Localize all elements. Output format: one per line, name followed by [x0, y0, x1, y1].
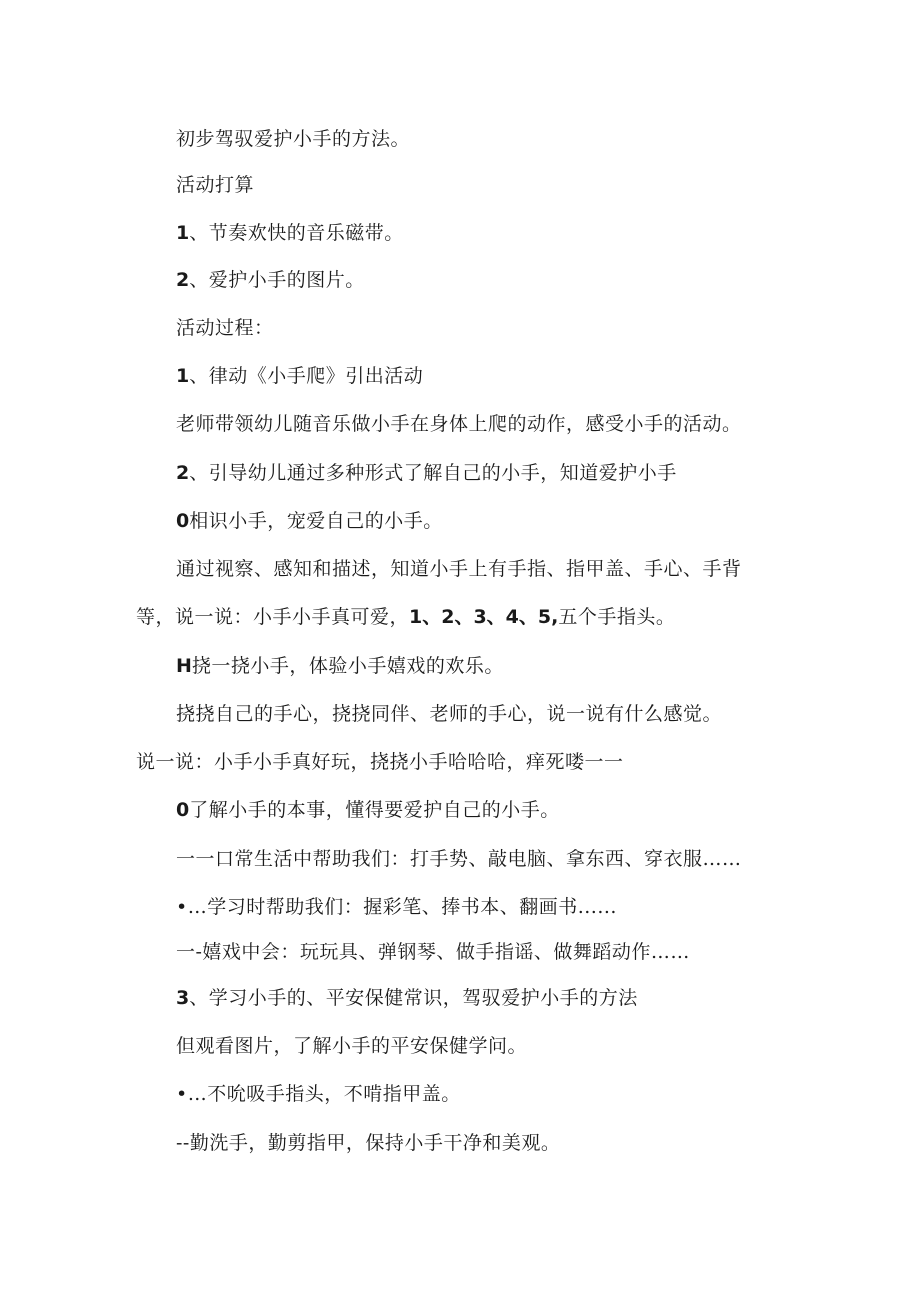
line-text: 、引导幼儿通过多种形式了解自己的小手，知道爱护小手 [189, 462, 677, 484]
list-number: 1 [176, 365, 190, 387]
line-text: •…学习时帮助我们：握彩笔、捧书本、翻画书...... [176, 896, 617, 918]
text-line [176, 1034, 527, 1058]
line-text: 等，说一说：小手小手真可爱， [136, 606, 410, 628]
list-item [176, 221, 404, 245]
line-text: 说一说：小手小手真好玩，挠挠小手哈哈哈，痒死喽一一 [136, 751, 624, 773]
list-number: H [176, 655, 192, 677]
list-number: 2 [176, 269, 190, 291]
list-item [176, 364, 423, 388]
line-text: 一一口常生活中帮助我们：打手势、敲电脑、拿东西、穿衣服…… [176, 848, 742, 870]
line-text: 但观看图片，了解小手的平安保健学问。 [176, 1035, 528, 1057]
line-text: 活动过程： [176, 317, 274, 339]
text-line [176, 1131, 560, 1155]
list-number: 0 [176, 510, 190, 532]
section-heading [176, 316, 274, 340]
line-text: 挠挠自己的手心，挠挠同伴、老师的手心，说一说有什么感觉。 [176, 703, 723, 725]
line-text: 挠一挠小手，体验小手嬉戏的欢乐。 [191, 655, 504, 677]
list-item [176, 268, 365, 292]
line-text: 通过视察、感知和描述，知道小手上有手指、指甲盖、手心、手背 [176, 558, 742, 580]
text-line [176, 940, 690, 964]
list-item [176, 509, 443, 533]
text-line [176, 847, 742, 871]
list-number: 0 [176, 799, 190, 821]
section-heading [176, 173, 254, 197]
line-text: --勤洗手，勤剪指甲，保持小手干净和美观。 [176, 1132, 561, 1154]
line-text: 、节奏欢快的音乐磁带。 [189, 222, 404, 244]
text-line [176, 702, 722, 726]
text-line [176, 127, 410, 151]
text-line [176, 895, 617, 919]
list-number: 2 [176, 462, 190, 484]
list-item [176, 798, 560, 822]
line-text: 了解小手的本事，懂得要爱护自己的小手。 [189, 799, 560, 821]
finger-count-numbers: 1、2、3、4、5, [409, 606, 559, 628]
line-text: 、律动《小手爬》引出活动 [189, 365, 424, 387]
list-item [176, 986, 638, 1010]
line-text: 、爱护小手的图片。 [189, 269, 365, 291]
text-line [136, 750, 624, 774]
list-item [176, 654, 504, 678]
list-number: 1 [176, 222, 190, 244]
list-item [176, 461, 677, 485]
text-line [136, 605, 675, 629]
list-number: 3 [176, 987, 190, 1009]
text-line [176, 1082, 461, 1106]
text-line [176, 557, 742, 581]
line-text: 活动打算 [176, 174, 255, 196]
line-text: 、学习小手的、平安保健常识，驾驭爱护小手的方法 [189, 987, 638, 1009]
line-text: 老师带领幼儿随音乐做小手在身体上爬的动作，感受小手的活动。 [176, 413, 742, 435]
text-line [176, 412, 742, 436]
line-text: 五个手指头。 [558, 606, 676, 628]
line-text: 相识小手，宠爱自己的小手。 [189, 510, 443, 532]
line-text: 初步驾驭爱护小手的方法。 [176, 128, 411, 150]
line-text: •…不吮吸手指头，不啃指甲盖。 [176, 1083, 461, 1105]
line-text: 一-嬉戏中会：玩玩具、弹钢琴、做手指谣、做舞蹈动作…… [176, 941, 690, 963]
